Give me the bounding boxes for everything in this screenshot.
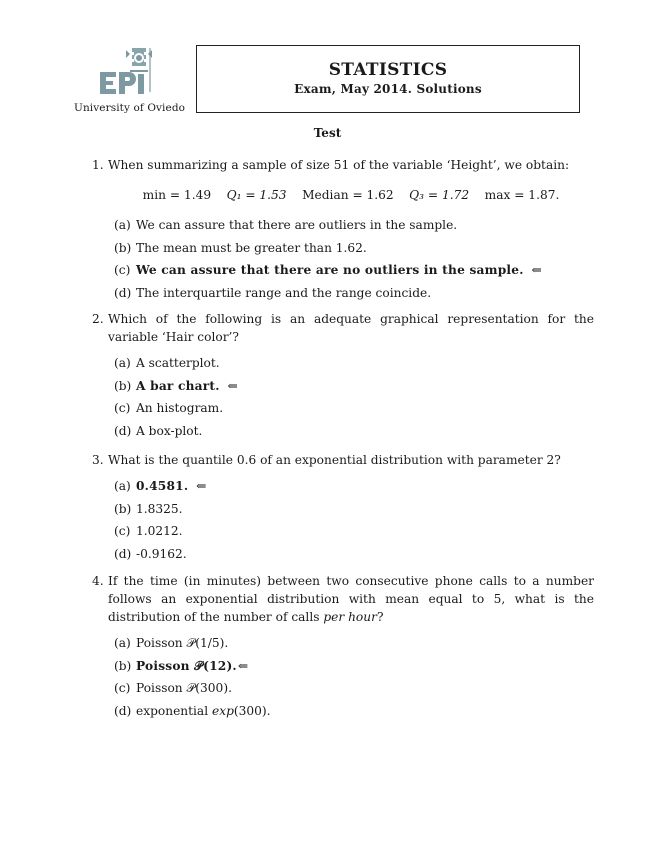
formula-max: max = 1.87. (484, 188, 560, 202)
exam-subtitle: Exam, May 2014. Solutions (294, 82, 482, 96)
option-a[interactable] (114, 354, 594, 377)
option-c-correct[interactable] (114, 261, 594, 284)
question-number: 3. (92, 453, 104, 467)
question-text-end: ? (376, 610, 384, 624)
question-number: 2. (92, 312, 104, 326)
question-text: Which of the following is an adequate graphical representation for the variable ‘Hair color’? (108, 312, 594, 344)
option-text: The mean must be greater than 1.62. (136, 240, 367, 255)
formula-min: min = 1.49 (142, 188, 212, 202)
question-number: 4. (92, 574, 104, 588)
option-b-correct[interactable] (114, 657, 594, 680)
option-text: A box-plot. (136, 423, 203, 438)
option-label: (b) (114, 378, 132, 393)
option-text: We can assure that there are outliers in the sample. (136, 218, 458, 232)
option-c[interactable] (114, 399, 594, 422)
option-b[interactable] (114, 239, 594, 262)
summary-formula (108, 186, 594, 204)
question-text: When summarizing a sample of size 51 of the variable ‘Height’, we obtain: (108, 158, 570, 172)
options-list (114, 354, 594, 444)
title-box (196, 45, 580, 113)
option-text-main: exponential (136, 703, 212, 718)
options-list (114, 477, 594, 567)
option-label: (a) (114, 356, 131, 370)
option-text: Poisson 𝒫(1/5). (136, 636, 229, 650)
correct-answer-arrow-icon: ⇐ (196, 479, 207, 493)
option-label: (a) (114, 218, 131, 232)
option-d[interactable] (114, 545, 594, 568)
option-label: (b) (114, 501, 132, 516)
options-list (114, 216, 594, 306)
question-1 (92, 156, 594, 306)
option-text: A scatterplot. (136, 356, 220, 370)
university-name: University of Oviedo (74, 102, 186, 114)
option-a-correct[interactable] (114, 477, 594, 500)
option-text: 1.8325. (136, 501, 183, 516)
option-d[interactable] (114, 702, 594, 725)
exam-title: STATISTICS (328, 60, 448, 80)
option-text: Poisson 𝒫(300). (136, 681, 232, 695)
formula-q3: Q₃ = 1.72 (409, 188, 470, 202)
option-text-italic: exp (211, 703, 234, 718)
option-text (136, 704, 271, 718)
option-label: (d) (114, 546, 132, 561)
option-a[interactable] (114, 634, 594, 657)
option-text: We can assure that there are no outliers in the sample. (136, 263, 524, 277)
option-label: (a) (114, 479, 131, 493)
question-text-main: If the time (in minutes) between two consecutive phone calls to a number follows an exponential distribution with mean equal to 5, what is the distribution of the number of calls (108, 574, 594, 624)
option-c[interactable] (114, 522, 594, 545)
option-text: -0.9162. (136, 546, 187, 561)
option-label: (d) (114, 703, 132, 718)
option-label: (b) (114, 240, 132, 255)
option-text: The interquartile range and the range coincide. (136, 285, 432, 300)
correct-answer-arrow-icon: ⇐ (227, 378, 238, 393)
option-text: Poisson 𝒫(12). (136, 658, 237, 673)
option-label: (c) (114, 524, 131, 538)
option-text: 0.4581. (136, 479, 189, 493)
option-text: A bar chart. (136, 378, 220, 393)
options-list (114, 634, 594, 724)
option-label: (d) (114, 285, 132, 300)
question-2 (92, 310, 594, 444)
option-label: (c) (114, 263, 131, 277)
option-b[interactable] (114, 500, 594, 523)
correct-answer-arrow-icon: ⇐ (531, 263, 542, 277)
question-4 (92, 572, 594, 724)
correct-answer-arrow-icon: ⇐ (237, 658, 249, 673)
university-logo-block (74, 44, 186, 114)
question-text (108, 572, 594, 626)
option-label: (d) (114, 423, 132, 438)
option-c[interactable] (114, 679, 594, 702)
formula-q1: Q₁ = 1.53 (226, 188, 287, 202)
option-text: 1.0212. (136, 524, 183, 538)
question-3 (92, 451, 594, 567)
option-label: (b) (114, 658, 132, 673)
option-b-correct[interactable] (114, 377, 594, 400)
option-label: (a) (114, 636, 131, 650)
option-a[interactable] (114, 216, 594, 239)
question-text: What is the quantile 0.6 of an exponential distribution with parameter 2? (108, 453, 561, 467)
option-label: (c) (114, 401, 131, 415)
section-title: Test (313, 126, 342, 140)
epi-logo-icon (96, 44, 156, 98)
option-d[interactable] (114, 284, 594, 307)
option-text-end: (300). (233, 703, 271, 718)
formula-median: Median = 1.62 (302, 188, 394, 202)
question-text-italic: per hour (323, 610, 377, 624)
option-text: An histogram. (136, 401, 224, 415)
option-d[interactable] (114, 422, 594, 445)
option-label: (c) (114, 681, 131, 695)
question-number: 1. (92, 158, 104, 172)
